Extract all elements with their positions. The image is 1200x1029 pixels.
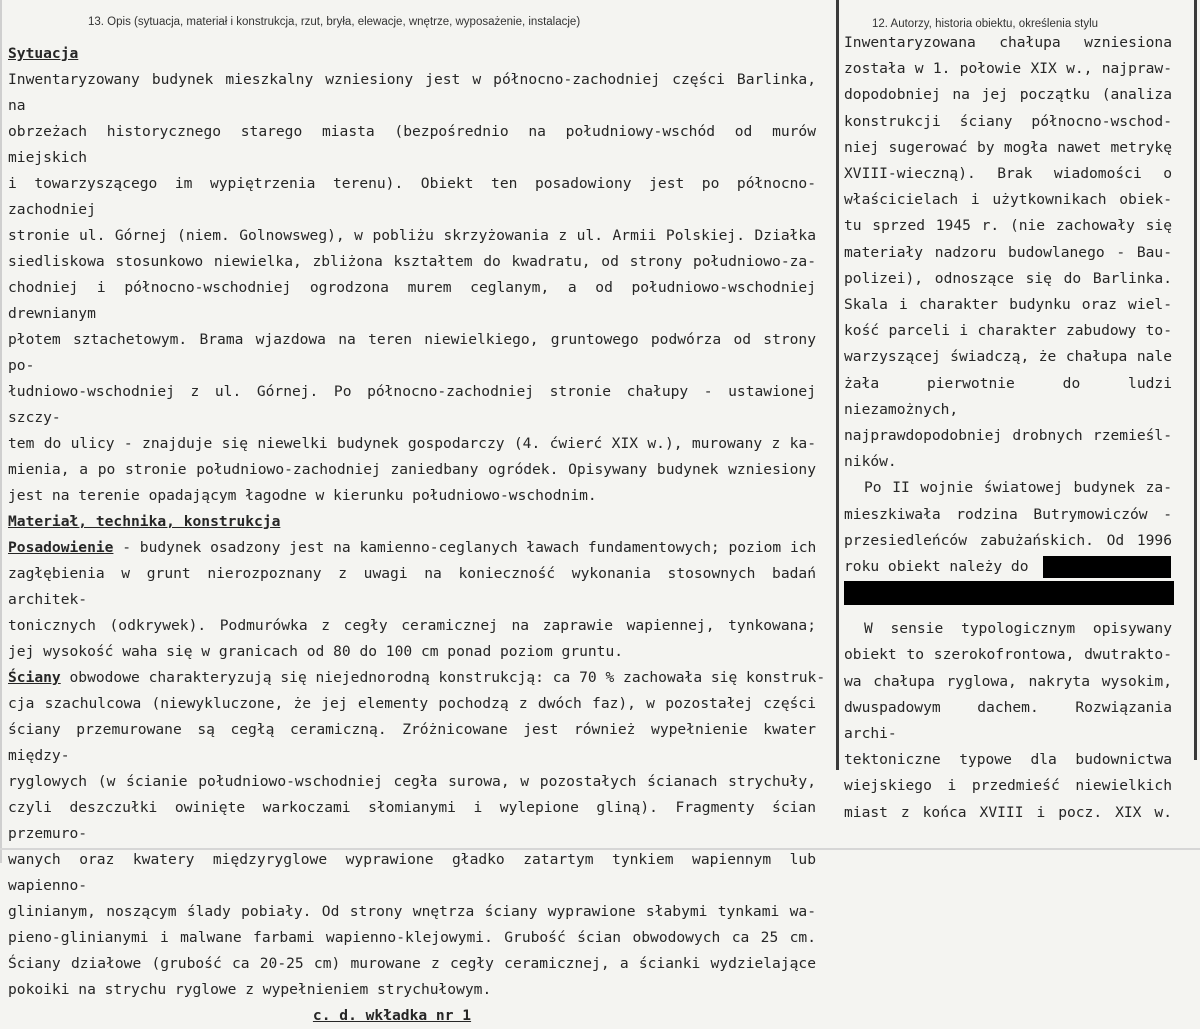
history-paragraph-3 bbox=[844, 616, 1172, 826]
text-line: miast z końca XVIII i pocz. XIX w. bbox=[844, 803, 1172, 821]
text-line: Inwentaryzowana chałupa wzniesiona bbox=[844, 34, 1172, 51]
history-paragraph-1 bbox=[844, 30, 1172, 475]
section-13-header: 13. Opis (sytuacja, materiał i konstrukcja, rzut, bryła, elewacje, wnętrze, wyposażenie, instalacje) bbox=[88, 16, 581, 28]
text-line: mieszkiwała rodzina Butrymowiczów - bbox=[844, 505, 1172, 523]
inline-text: - budynek osadzony jest na kamienno-ceglanych ławach fundamentowych; poziom ich bbox=[113, 539, 817, 556]
text-line: mienia, a po stronie południowo-zachodniej zaniedbany ogródek. Opisywany budynek wzniesiony bbox=[8, 461, 816, 478]
text-line: najprawdopodobniej drobnych rzemieśl- bbox=[844, 427, 1172, 445]
column-divider bbox=[836, 0, 839, 770]
sytuacja-heading: Sytuacja bbox=[8, 45, 79, 62]
continuation-text: c. d. wkładka nr 1 bbox=[312, 1007, 472, 1024]
text-line: tonicznych (odkrywek). Podmurówka z cegły ceramicznej na zaprawie wapiennej, tynkowana; bbox=[8, 617, 816, 634]
text-line: ryglowych (w ścianie południowo-wschodniej cegła surowa, w pozostałych ścianach strychuły, bbox=[8, 773, 816, 790]
text-line: dwuspadowym dachem. Rozwiązania archi- bbox=[844, 698, 1172, 743]
text-line: przesiedleńców zabużańskich. Od 1996 bbox=[844, 531, 1172, 549]
text-line: Po II wojnie światowej budynek za- bbox=[864, 479, 1172, 497]
text-line: ników. bbox=[844, 453, 897, 471]
text-line: glinianym, noszącym ślady pobiały. Od strony wnętrza ściany wyprawione słabymi tynkami wa- bbox=[8, 903, 816, 920]
text-line: pieno-glinianymi i malwane farbami wapienno-klejowymi. Grubość ścian obwodowych ca 25 cm. bbox=[8, 929, 816, 946]
text-line: Ściany działowe (grubość ca 20-25 cm) murowane z cegły ceramicznej, a ścianki wydzielające bbox=[8, 955, 816, 972]
text-line: polizei), odnoszące się do Barlinka. bbox=[844, 269, 1172, 287]
description-column bbox=[8, 0, 834, 1024]
text-line: ściany przemurowane są cegłą ceramiczną. Zróżnicowane jest również wypełnienie kwater między- bbox=[8, 721, 816, 764]
text-line: wanych oraz kwatery międzyryglowe wyprawione gładko zatartym tynkiem wapiennym lub wapienno- bbox=[8, 851, 816, 894]
text-line: tem do ulicy - znajduje się niewelki budynek gospodarczy (4. ćwierć XIX w.), murowany z ka- bbox=[8, 435, 816, 452]
text-line: XVIII-wieczną). Brak wiadomości o bbox=[844, 165, 1172, 183]
text-line: Skala i charakter budynku oraz wiel- bbox=[844, 296, 1172, 314]
text-line: W sensie typologicznym opisywany bbox=[864, 620, 1172, 638]
text-line: warzyszącej świadczą, że chałupa nale bbox=[844, 348, 1172, 366]
text-line: materiały nadzoru budowlanego - Bau- bbox=[844, 243, 1172, 261]
posadowienie-paragraph bbox=[8, 535, 816, 665]
text-line: Inwentaryzowany budynek mieszkalny wzniesiony jest w północno-zachodniej części Barlinka, na bbox=[8, 71, 816, 114]
history-p2-last-line bbox=[844, 554, 1172, 580]
inline-text: obwodowe charakteryzują się niejednorodną konstrukcją: ca 70 % zachowała się konstruk- bbox=[60, 669, 826, 686]
inline-label: Ściany bbox=[8, 669, 61, 686]
text-line: została w 1. połowie XIX w., najpraw- bbox=[844, 60, 1172, 78]
history-text bbox=[844, 30, 1172, 826]
text-line: płotem sztachetowym. Brama wjazdowa na teren niewielkiego, gruntowego podwórza od strony po- bbox=[8, 331, 816, 374]
text-line: konstrukcji ściany północno-wschod- bbox=[844, 112, 1172, 130]
text-line: łudniowo-wschodniej z ul. Górnej. Po północno-zachodniej stronie chałupy - ustawionej szczy- bbox=[8, 383, 816, 426]
text-line: cja szachulcowa (niewykluczone, że jej elementy pochodzą z dwóch faz), w pozostałej części bbox=[8, 695, 816, 712]
text-line: i towarzyszącego im wypiętrzenia terenu). Obiekt ten posadowiony jest po północno-zachodniej bbox=[8, 175, 816, 218]
inline-label: Posadowienie bbox=[8, 539, 114, 556]
redaction-block-full bbox=[844, 581, 1174, 605]
description-text bbox=[8, 41, 826, 1029]
text-line: stronie ul. Górnej (niem. Golnowsweg), w pobliżu skrzyżowania z ul. Armii Polskiej. Działka bbox=[8, 227, 816, 244]
sciany-paragraph bbox=[8, 665, 826, 1003]
text-line: tu sprzed 1945 r. (nie zachowały się bbox=[844, 217, 1172, 235]
text-line: obrzeżach historycznego starego miasta (bezpośrednio na południowy-wschód od murów miejskich bbox=[8, 123, 816, 166]
text-line: wiejskiego i przedmieść niewielkich bbox=[844, 777, 1172, 795]
text-line bbox=[8, 535, 816, 561]
text-line: chodniej i północno-wschodniej ogrodzona murem ceglanym, a od południowo-wschodniej drewnianym bbox=[8, 279, 816, 322]
text-line: zagłębienia w grunt nierozpoznany z uwagi na konieczność wykonania stosownych badań architek- bbox=[8, 565, 816, 608]
material-heading: Materiał, technika, konstrukcja bbox=[8, 513, 281, 530]
continuation-note bbox=[8, 1003, 816, 1029]
sytuacja-paragraph bbox=[8, 67, 816, 509]
text-line: tektoniczne typowe dla budownictwa bbox=[844, 751, 1172, 769]
text-line: jej wysokość waha się w granicach od 80 do 100 cm ponad poziom gruntu. bbox=[8, 643, 624, 660]
history-p2-last-text: roku obiekt należy do bbox=[844, 558, 1029, 576]
text-line: pokoiki na strychu ryglowe z wypełnieniem strychułowym. bbox=[8, 981, 492, 998]
section-12-header: 12. Autorzy, historia obiektu, określenia stylu bbox=[872, 18, 1099, 30]
redaction-block bbox=[1043, 556, 1171, 578]
text-line: żała pierwotnie do ludzi niezamożnych, bbox=[844, 374, 1172, 418]
history-column bbox=[842, 0, 1200, 863]
text-line: obiekt to szerokofrontowa, dwutrakto- bbox=[844, 646, 1172, 664]
text-line: wa chałupa ryglowa, nakryta wysokim, bbox=[844, 672, 1172, 690]
text-line: kość parceli i charakter zabudowy to- bbox=[844, 322, 1172, 340]
text-line: jest na terenie opadającym łagodne w kierunku południowo-wschodnim. bbox=[8, 487, 597, 504]
text-line: czyli deszczułki owinięte warkoczami słomianymi i wylepione gliną). Fragmenty ścian przemuro- bbox=[8, 799, 816, 842]
text-line: właścicielach i użytkownikach obiek- bbox=[844, 191, 1172, 209]
text-line: niej sugerować by mogła nawet metrykę bbox=[844, 138, 1172, 156]
page-left-edge bbox=[0, 0, 2, 863]
text-line: dopodobniej na jej początku (analiza bbox=[844, 86, 1172, 104]
text-line: siedliskowa stosunkowo niewielka, zbliżona kształtem do kwadratu, od strony południowo-za- bbox=[8, 253, 816, 270]
history-paragraph-2 bbox=[844, 475, 1172, 554]
text-line bbox=[8, 665, 826, 691]
